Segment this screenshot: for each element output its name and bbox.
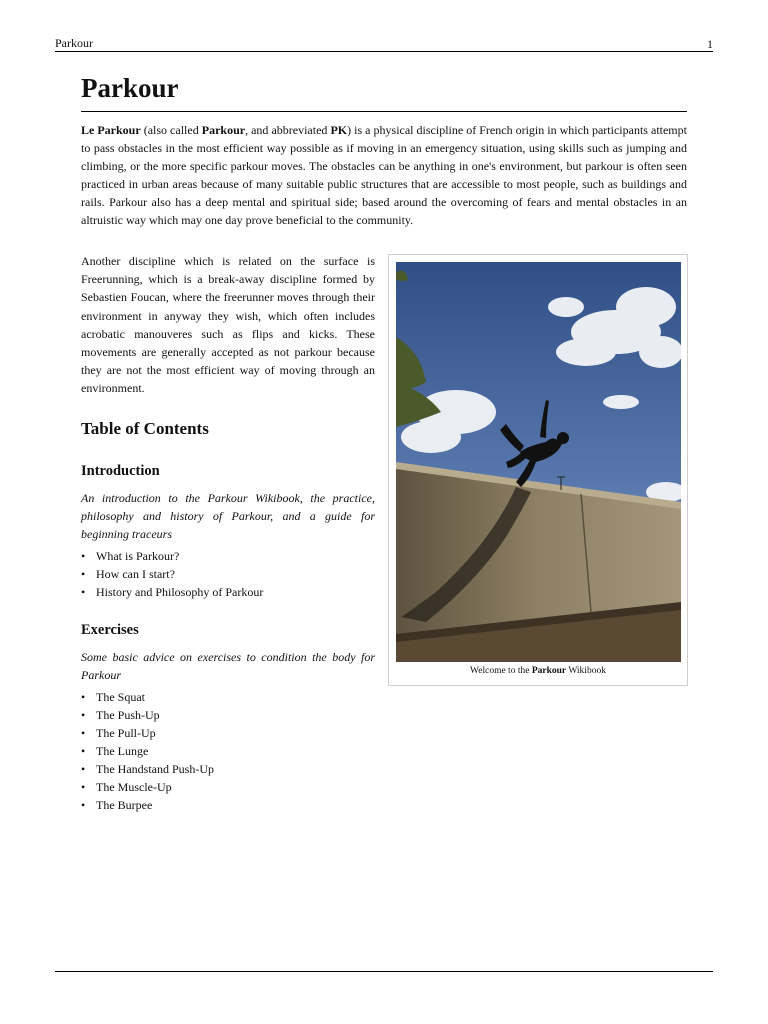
list-item[interactable]: [81, 796, 214, 814]
parkour-photo: [396, 262, 681, 662]
introduction-list: [81, 547, 263, 601]
exercises-heading: Exercises: [81, 622, 139, 638]
lead-text-2: , and abbreviated: [245, 123, 331, 137]
list-item[interactable]: [81, 688, 214, 706]
list-item[interactable]: [81, 724, 214, 742]
caption-post: Wikibook: [566, 666, 606, 676]
page-number: 1: [707, 37, 713, 51]
header-title: Parkour: [55, 36, 93, 50]
caption-pre: Welcome to the: [470, 666, 532, 676]
link-the-pull-up[interactable]: The Pull-Up: [96, 726, 156, 740]
page-header: [55, 36, 713, 52]
link-how-can-i-start[interactable]: How can I start?: [96, 567, 175, 581]
lead-bold-le-parkour: Le Parkour: [81, 123, 141, 137]
list-item[interactable]: [81, 760, 214, 778]
list-item[interactable]: [81, 778, 214, 796]
lead-bold-pk: PK: [330, 123, 348, 137]
figure-caption: [389, 665, 687, 677]
parkour-figure: [388, 254, 688, 686]
link-the-squat[interactable]: The Squat: [96, 690, 145, 704]
footer-rule: [55, 971, 713, 972]
lead-bold-parkour: Parkour: [201, 123, 246, 137]
page-title: Parkour: [81, 72, 687, 112]
list-item[interactable]: [81, 547, 263, 565]
link-history-philosophy[interactable]: History and Philosophy of Parkour: [96, 585, 264, 599]
exercises-description: Some basic advice on exercises to condition the body for Parkour: [81, 650, 375, 683]
lead-text-3: ) is a physical discipline of French origin in which participants attempt to pass obstacles in the most efficient way possible as if moving in an emergency situation, using skills such as jumping and climbing, or the more specific parkour moves. The obstacles can be anything in one's environment, but parkour is often seen practiced in urban areas because of many suitable public structures that are accessible to most people, such as buildings and rails. Parkour also has a deep mental and spiritual side; based around the overcoming of fears and mental obstacles in an altruistic way which may one day prove beneficial to the community.: [81, 123, 687, 227]
link-the-muscle-up[interactable]: The Muscle-Up: [96, 780, 172, 794]
lead-text-1: (also called: [140, 123, 202, 137]
link-what-is-parkour[interactable]: What is Parkour?: [96, 549, 180, 563]
exercises-list: [81, 688, 214, 814]
list-item[interactable]: [81, 583, 263, 601]
link-the-burpee[interactable]: The Burpee: [96, 798, 153, 812]
freerunning-paragraph: Another discipline which is related on the surface is Freerunning, which is a break-away discipline formed by Sebastien Foucan, where the freerunner moves through their environment in anyway they wish, which often includes acrobatic manouveres such as flips and kicks. These movements are generally accepted as not parkour because they are not the most efficient way of moving through an environment.: [81, 254, 375, 396]
link-the-handstand-push-up[interactable]: The Handstand Push-Up: [96, 762, 214, 776]
link-the-lunge[interactable]: The Lunge: [96, 744, 149, 758]
link-the-push-up[interactable]: The Push-Up: [96, 708, 160, 722]
introduction-description: An introduction to the Parkour Wikibook, the practice, philosophy and history of Parkour, and a guide for beginning traceurs: [81, 491, 375, 542]
list-item[interactable]: [81, 565, 263, 583]
caption-bold: Parkour: [531, 666, 567, 676]
introduction-heading: Introduction: [81, 463, 160, 479]
list-item[interactable]: [81, 742, 214, 760]
list-item[interactable]: [81, 706, 214, 724]
toc-heading: Table of Contents: [81, 419, 209, 438]
lead-paragraph: [81, 121, 687, 229]
